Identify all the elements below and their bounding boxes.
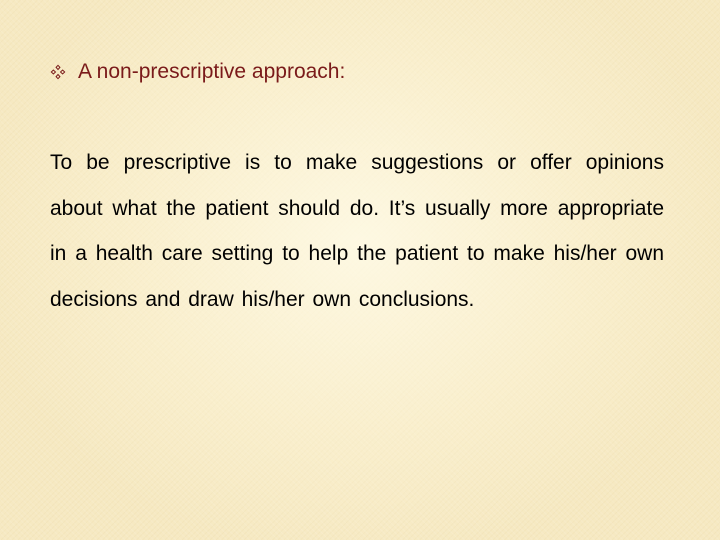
body-paragraph: To be prescriptive is to make suggestions or offer opinions about what the patient should do. It’s usually more appropriate in a health care setting to help the patient to make his/her own decisions and draw his/her own conclusions. xyxy=(50,151,664,311)
slide-heading xyxy=(50,60,345,84)
diamond-bullet-icon xyxy=(50,64,66,80)
heading-text: A non-prescriptive approach: xyxy=(78,60,346,83)
